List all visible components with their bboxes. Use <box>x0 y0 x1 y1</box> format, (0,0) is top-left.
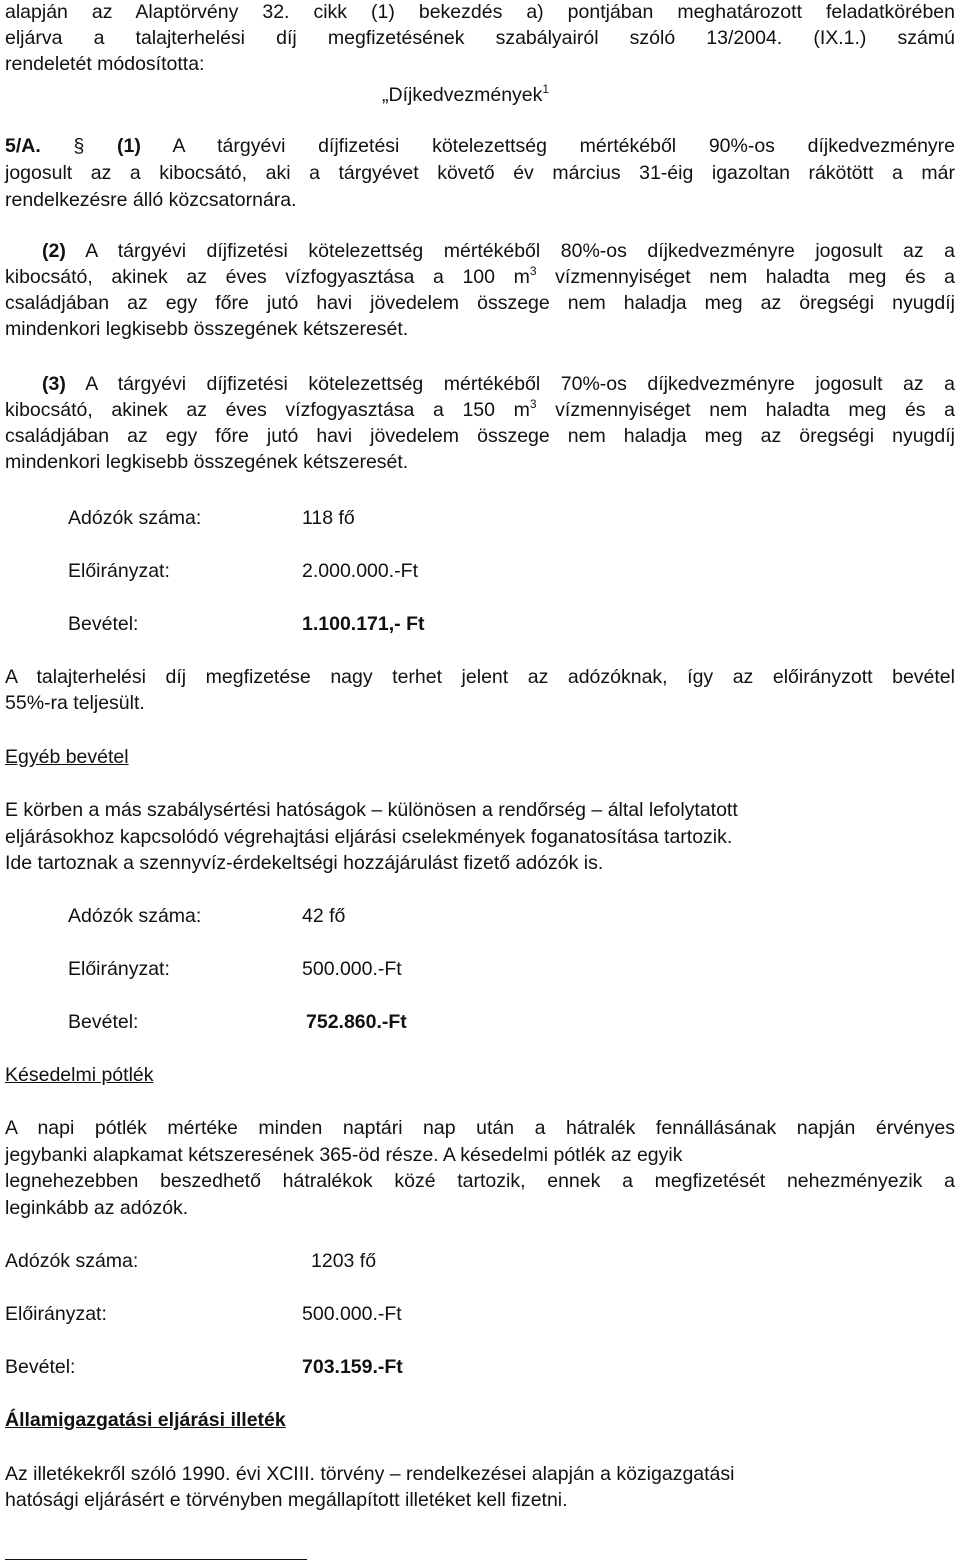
footnote-ref: 1 <box>542 82 550 96</box>
appropriation-value: 2.000.000.-Ft <box>302 560 418 582</box>
other-revenue-heading: Egyéb bevétel <box>5 746 129 768</box>
revenue-value: 703.159.-Ft <box>302 1356 403 1378</box>
section-heading-title: „Díjkedvezmények <box>382 84 543 106</box>
cubic-sup: 3 <box>529 264 537 278</box>
taxpayers-label: Adózók száma: <box>5 1250 139 1272</box>
late-fee-line-3: legnehezebben beszedhető hátralékok közé tartozik, ennek a megfizetését nehezményezik a <box>5 1170 955 1192</box>
paragraph-2-line-4: mindenkori legkisebb összegének kétszeresét. <box>5 318 409 340</box>
paragraph-1-number: (1) <box>117 135 141 157</box>
paragraph-1-line-2: jogosult az a kibocsátó, aki a tárgyévet követő év március 31-éig igazoltan rákötött a már <box>5 162 955 184</box>
footnote-separator <box>5 1559 307 1560</box>
late-fee-line-4: leginkább az adózók. <box>5 1197 189 1219</box>
paragraph-2-line-2 <box>5 264 955 290</box>
revenue-value: 1.100.171,- Ft <box>302 613 425 635</box>
taxpayers-value: 42 fő <box>302 905 346 927</box>
paragraph-2-text: A tárgyévi díjfizetési kötelezettség mértékéből 80%-os díjkedvezményre jogosult az a <box>85 240 956 262</box>
other-revenue-line-1: E körben a más szabálysértési hatóságok – különösen a rendőrség – által lefolytatott <box>5 799 738 821</box>
paragraph-1-line-1 <box>5 133 955 159</box>
other-revenue-line-2: eljárásokhoz kapcsolódó végrehajtási eljárási cselekmények foganatosítása tartozik. <box>5 826 733 848</box>
paragraph-3-line-4: mindenkori legkisebb összegének kétszeresét. <box>5 451 409 473</box>
paragraph-2-number: (2) <box>42 240 66 262</box>
section-heading <box>382 82 549 108</box>
taxpayers-label: Adózók száma: <box>68 905 202 927</box>
taxpayers-value: 118 fő <box>302 507 355 529</box>
section-mark: § <box>73 135 85 157</box>
revenue-label: Bevétel: <box>68 613 139 635</box>
section-number: 5/A. <box>5 135 41 157</box>
revenue-label: Bevétel: <box>5 1356 76 1378</box>
late-fee-line-1: A napi pótlék mértéke minden naptári nap után a hátralék fennállásának napján érvényes <box>5 1117 955 1139</box>
intro-line-3: rendeletét módosította: <box>5 53 205 75</box>
paragraph-1-text: A tárgyévi díjfizetési kötelezettség mértékéből 90%-os díjkedvezményre <box>172 135 956 157</box>
paragraph-2-line-3: családjában az egy főre jutó havi jövedelem összege nem haladja meg az öregségi nyugdíj <box>5 292 955 314</box>
paragraph-3-line-3: családjában az egy főre jutó havi jövedelem összege nem haladja meg az öregségi nyugdíj <box>5 425 955 447</box>
block1-note-line-2: 55%-ra teljesült. <box>5 692 145 714</box>
paragraph-2-line-2b: vízmennyiséget nem haladta meg és a <box>536 266 955 288</box>
admin-fee-line-2: hatósági eljárásért e törvényben megállapított illetéket kell fizetni. <box>5 1489 568 1511</box>
late-fee-heading: Késedelmi pótlék <box>5 1064 154 1086</box>
paragraph-1-line-3: rendelkezésre álló közcsatornára. <box>5 189 297 211</box>
admin-fee-heading: Államigazgatási eljárási illeték <box>5 1409 286 1431</box>
intro-line-2: eljárva a talajterhelési díj megfizetésének szabályairól szóló 13/2004. (IX.1.) számú <box>5 27 955 49</box>
paragraph-3-line-2 <box>5 397 955 423</box>
block1-note-line-1: A talajterhelési díj megfizetése nagy terhet jelent az adózóknak, így az előirányzott bevétel <box>5 666 955 688</box>
revenue-value: 752.860.-Ft <box>306 1011 407 1033</box>
revenue-label: Bevétel: <box>68 1011 139 1033</box>
paragraph-2-line-1 <box>42 238 955 264</box>
intro-line-1: alapján az Alaptörvény 32. cikk (1) bekezdés a) pontjában meghatározott feladatkörében <box>5 1 955 23</box>
appropriation-label: Előirányzat: <box>68 958 170 980</box>
paragraph-2-line-2a: kibocsátó, akinek az éves vízfogyasztása a 100 m <box>5 266 530 288</box>
appropriation-value: 500.000.-Ft <box>302 958 402 980</box>
paragraph-3-number: (3) <box>42 373 66 395</box>
taxpayers-label: Adózók száma: <box>68 507 202 529</box>
appropriation-value: 500.000.-Ft <box>302 1303 402 1325</box>
appropriation-label: Előirányzat: <box>5 1303 107 1325</box>
paragraph-3-text: A tárgyévi díjfizetési kötelezettség mértékéből 70%-os díjkedvezményre jogosult az a <box>85 373 956 395</box>
other-revenue-line-3: Ide tartoznak a szennyvíz-érdekeltségi hozzájárulást fizető adózók is. <box>5 852 604 874</box>
appropriation-label: Előirányzat: <box>68 560 170 582</box>
admin-fee-line-1: Az illetékekről szóló 1990. évi XCIII. törvény – rendelkezései alapján a közigazgatási <box>5 1463 735 1485</box>
taxpayers-value: 1203 fő <box>311 1250 377 1272</box>
late-fee-line-2: jegybanki alapkamat kétszeresének 365-öd része. A késedelmi pótlék az egyik <box>5 1144 683 1166</box>
cubic-sup: 3 <box>529 397 537 411</box>
paragraph-3-line-2b: vízmennyiséget nem haladta meg és a <box>536 399 955 421</box>
paragraph-3-line-2a: kibocsátó, akinek az éves vízfogyasztása a 150 m <box>5 399 530 421</box>
paragraph-3-line-1 <box>42 371 955 397</box>
